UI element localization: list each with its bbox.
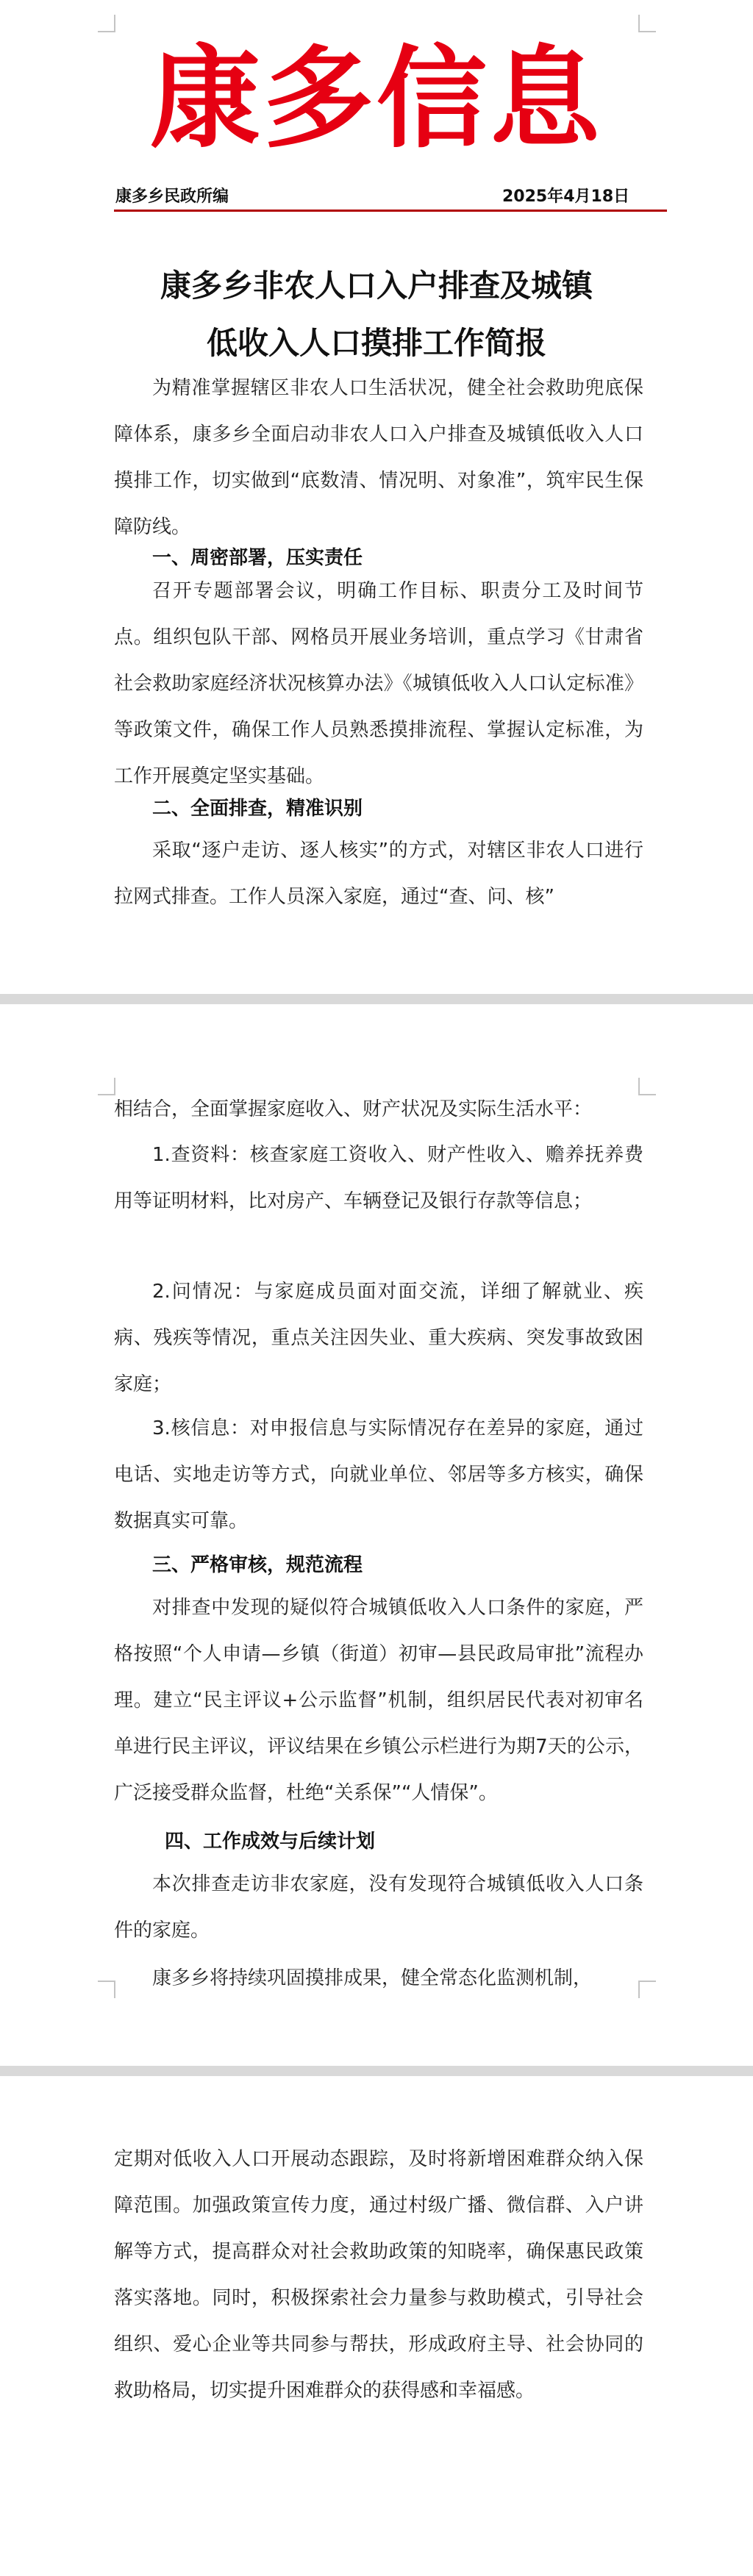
crop-mark xyxy=(98,1078,115,1095)
section4-paragraph1: 本次排查走访非农家庭，没有发现符合城镇低收入人口条件的家庭。 xyxy=(114,1873,643,1942)
page-gap xyxy=(0,2066,753,2076)
section4-paragraph2-continued: 定期对低收入人口开展动态跟踪，及时将新增困难群众纳入保障范围。加强政策宣传力度，通过村级广播、微信群、入户讲解等方式，提高群众对社会救助政策的知晓率，确保惠民政策落实落地。同时，积极探索社会力量参与救助模式，引导社会组织、爱心企业等共同参与帮扶，形成政府主导、社会协同的救助格局，切实提升困难群众的获得感和幸福感。 xyxy=(114,2148,643,2402)
header-rule xyxy=(114,210,667,212)
article-title-line2: 低收入人口摸排工作简报 xyxy=(206,325,546,361)
section2-paragraph: 采取“逐户走访、逐人核实”的方式，对辖区非农人口进行拉网式排查。工作人员深入家庭，通过“查、问、核” xyxy=(114,840,643,908)
section4-heading: 四、工作成效与后续计划 xyxy=(165,1831,376,1853)
page-3 xyxy=(0,2076,753,2576)
article-title-line1: 康多乡非农人口入户排查及城镇 xyxy=(160,268,593,304)
masthead-title: 康多信息 xyxy=(149,35,603,163)
crop-mark xyxy=(638,1981,656,1998)
issue-date: 2025年4月18日 xyxy=(502,187,630,206)
section3-heading: 三、严格审核，规范流程 xyxy=(152,1554,363,1576)
section2-heading: 二、全面排查，精准识别 xyxy=(152,798,363,820)
crop-mark xyxy=(638,15,656,32)
page-2 xyxy=(0,1004,753,2066)
section2-paragraph-continued: 相结合，全面掌握家庭收入、财产状况及实际生活水平： xyxy=(114,1098,593,1120)
section2-item3: 3.核信息：对申报信息与实际情况存在差异的家庭，通过电话、实地走访等方式，向就业单位、邻居等多方核实，确保数据真实可靠。 xyxy=(114,1417,643,1532)
section3-paragraph: 对排查中发现的疑似符合城镇低收入人口条件的家庭，严格按照“个人申请—乡镇（街道）初审—县民政局审批”流程办理。建立“民主评议+公示监督”机制，组织居民代表对初审名单进行民主评议，评议结果在乡镇公示栏进行为期7天的公示，广泛接受群众监督，杜绝“关系保”“人情保”。 xyxy=(114,1597,643,1804)
crop-mark xyxy=(98,15,115,32)
publisher: 康多乡民政所编 xyxy=(115,187,229,206)
crop-mark xyxy=(98,1981,115,1998)
section4-paragraph2: 康多乡将持续巩固摸排成果，健全常态化监测机制， xyxy=(152,1967,593,1989)
intro-paragraph: 为精准掌握辖区非农人口生活状况，健全社会救助兜底保障体系，康多乡全面启动非农人口入户排查及城镇低收入人口摸排工作，切实做到“底数清、情况明、对象准”，筑牢民生保障防线。 xyxy=(114,377,643,538)
section1-paragraph: 召开专题部署会议，明确工作目标、职责分工及时间节点。组织包队干部、网格员开展业务培训，重点学习《甘肃省社会救助家庭经济状况核算办法》《城镇低收入人口认定标准》等政策文件，确保工作人员熟悉摸排流程、掌握认定标准，为工作开展奠定坚实基础。 xyxy=(114,580,643,787)
page-gap xyxy=(0,994,753,1004)
page-1 xyxy=(0,0,753,994)
section2-item2: 2.问情况：与家庭成员面对面交流，详细了解就业、疾病、残疾等情况，重点关注因失业、重大疾病、突发事故致困家庭； xyxy=(114,1281,643,1395)
section1-heading: 一、周密部署，压实责任 xyxy=(152,547,363,569)
section2-item1: 1.查资料：核查家庭工资收入、财产性收入、赡养抚养费用等证明材料，比对房产、车辆登记及银行存款等信息； xyxy=(114,1144,643,1212)
